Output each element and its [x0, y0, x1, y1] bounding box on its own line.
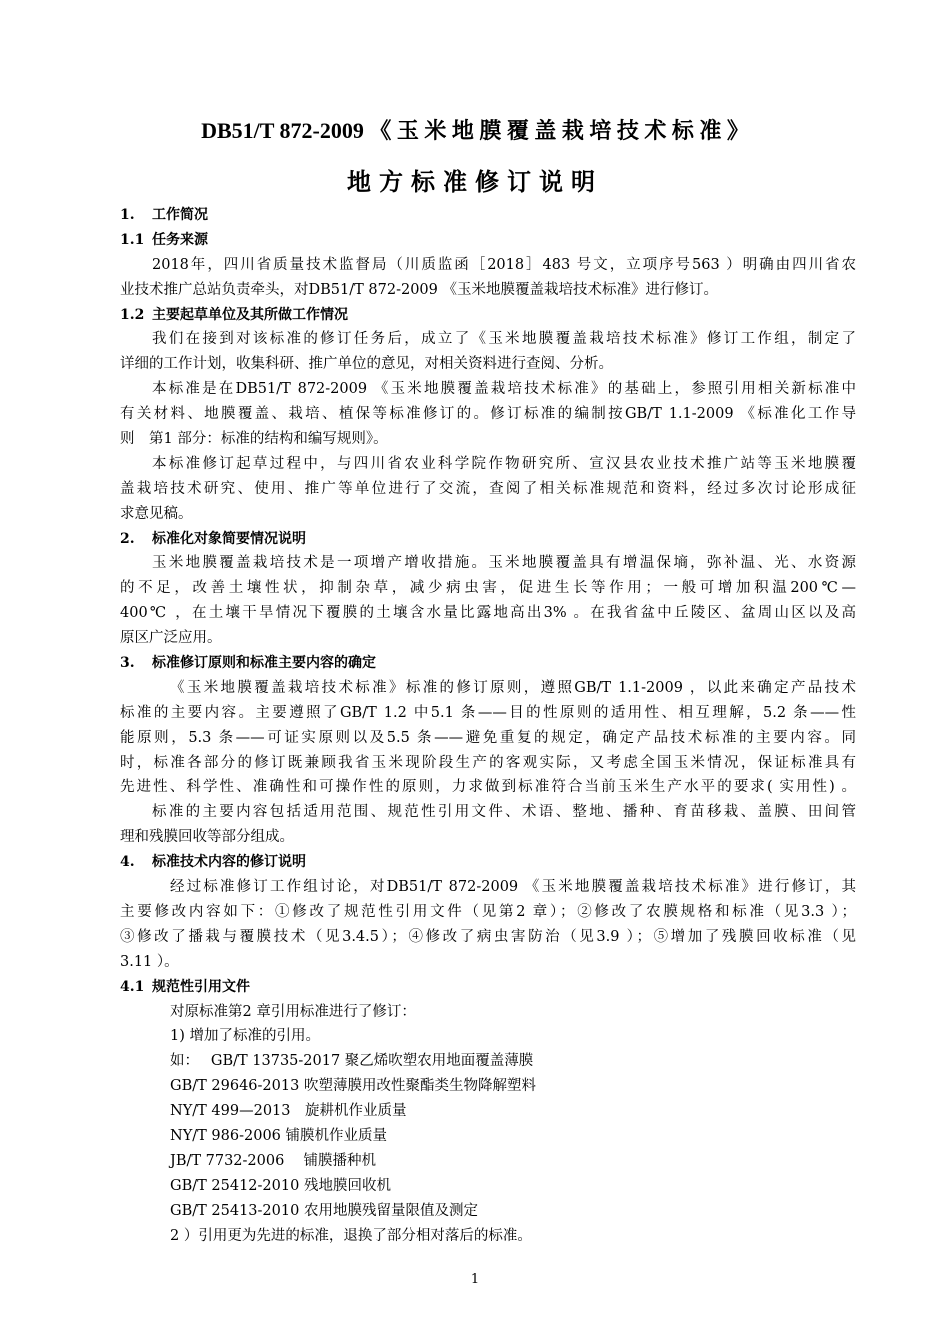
text-line: 2 ）引用更为先进的标准，退换了部分相对落后的标准。	[170, 1227, 532, 1244]
text-line: 原区广泛应用。	[120, 630, 222, 647]
text-line: 本标准修订起草过程中，与四川省农业科学院作物研究所、宣汉县农业技术推广站等玉米地膜覆	[152, 455, 856, 472]
text-line: 详细的工作计划，收集科研、推广单位的意见，对相关资料进行查阅、分析。	[120, 356, 613, 373]
document-subtitle: 地方标准修订说明	[347, 167, 603, 196]
page-number: 1	[470, 1272, 480, 1287]
text-line: 盖栽培技术研究、使用、推广等单位进行了交流，查阅了相关标准规范和资料，经过多次讨论形成征	[120, 480, 856, 497]
section-heading-text: 规范性引用文件	[152, 978, 250, 995]
section-heading	[120, 975, 856, 1000]
text-line: 如： GB/T 13735-2017 聚乙烯吹塑农用地面覆盖薄膜	[170, 1053, 534, 1070]
text-line: 《玉米地膜覆盖栽培技术标准》标准的修订原则，遵照GB/T 1.1-2009 ，以此来确定产品技术	[170, 679, 856, 696]
text-line: 玉米地膜覆盖栽培技术是一项增产增收措施。玉米地膜覆盖具有增温保墒，弥补温、光、水资源	[152, 555, 856, 572]
text-line: 本标准是在DB51/T 872-2009 《玉米地膜覆盖栽培技术标准》的基础上，参照引用相关新标准中	[152, 381, 856, 398]
section-number: 3.	[120, 655, 135, 672]
section-heading-text: 标准化对象简要情况说明	[152, 530, 306, 547]
section-heading	[120, 228, 856, 253]
text-line: 主要修改内容如下：①修改了规范性引用文件（见第2 章）；②修改了农膜规格和标准（见3.3 ）；	[120, 903, 856, 920]
section-number: 1.2	[120, 306, 145, 323]
text-line: 先进性、科学性、准确性和可操作性的原则，力求做到标准符合当前玉米生产水平的要求( 实用性) 。	[120, 779, 856, 796]
text-line: 时，标准各部分的修订既兼顾我省玉米现阶段生产的客观实际，又考虑全国玉米情况，保证标准具有	[120, 754, 856, 771]
text-line: 经过标准修订工作组讨论，对DB51/T 872-2009 《玉米地膜覆盖栽培技术标准》进行修订，其	[170, 879, 856, 896]
section-number: 4.1	[120, 978, 145, 995]
text-line: GB/T 25412-2010 残地膜回收机	[170, 1177, 391, 1194]
text-line: NY/T 986-2006 铺膜机作业质量	[170, 1127, 388, 1144]
section-heading	[120, 651, 856, 676]
text-line: 的不足，改善土壤性状，抑制杂草，减少病虫害，促进生长等作用；一般可增加积温200℃—	[120, 580, 856, 597]
text-line: 求意见稿。	[120, 505, 193, 522]
text-line: 对原标准第2 章引用标准进行了修订：	[170, 1003, 416, 1020]
text-line: 能原则，5.3 条——可证实原则以及5.5 条——避免重复的规定，确定产品技术标准的主要内容。同	[120, 729, 856, 746]
text-line: 理和残膜回收等部分组成。	[120, 829, 294, 846]
text-line: 2018年，四川省质量技术监督局（川质监函［2018］483 号文，立项序号563 ）明确由四川省农	[152, 256, 856, 273]
section-heading-text: 标准修订原则和标准主要内容的确定	[152, 655, 376, 672]
text-line: NY/T 499—2013 旋耕机作业质量	[170, 1103, 407, 1120]
section-heading	[120, 203, 856, 228]
section-heading	[120, 303, 856, 328]
text-line: 标准的主要内容包括适用范围、规范性引用文件、术语、整地、播种、育苗移栽、盖膜、田间管	[152, 804, 856, 821]
text-line: 400℃ ，在土壤干旱情况下覆膜的土壤含水量比露地高出3% 。在我省盆中丘陵区、盆周山区以及高	[120, 605, 856, 622]
text-line: 1) 增加了标准的引用。	[170, 1028, 320, 1045]
section-heading	[120, 527, 856, 552]
section-heading	[120, 850, 856, 875]
text-line: ③修改了播栽与覆膜技术（见3.4.5）；④修改了病虫害防治（见3.9 ）；⑤增加了残膜回收标准（见	[120, 928, 856, 945]
section-number: 4.	[120, 854, 135, 871]
section-heading-text: 主要起草单位及其所做工作情况	[152, 306, 348, 323]
text-line: 3.11 ）。	[120, 953, 179, 970]
document-body	[120, 203, 856, 1248]
text-line: JB/T 7732-2006 铺膜播种机	[170, 1152, 376, 1169]
document-title: DB51/T 872-2009 《 玉 米 地 膜 覆 盖 栽 培 技 术 标 准 》	[201, 118, 749, 143]
text-line: 我们在接到对该标准的修订任务后，成立了《玉米地膜覆盖栽培技术标准》修订工作组，制定了	[152, 331, 856, 348]
text-line: GB/T 29646-2013 吹塑薄膜用改性聚酯类生物降解塑料	[170, 1078, 536, 1095]
section-number: 1.	[120, 207, 135, 223]
text-line: 有关材料、地膜覆盖、栽培、植保等标准修订的。修订标准的编制按GB/T 1.1-2009 《标准化工作导	[120, 406, 856, 423]
text-line: 标准的主要内容。主要遵照了GB/T 1.2 中5.1 条——目的性原则的适用性、相互理解，5.2 条——性	[120, 704, 856, 721]
section-number: 2.	[120, 530, 135, 547]
section-heading-text: 任务来源	[152, 231, 208, 248]
text-line: 业技术推广总站负责牵头，对DB51/T 872-2009 《玉米地膜覆盖栽培技术标准》进行修订。	[120, 281, 718, 298]
section-number: 1.1	[120, 231, 145, 248]
section-heading-text: 标准技术内容的修订说明	[152, 854, 306, 871]
text-line: 则 第1 部分：标准的结构和编写规则》。	[120, 431, 388, 448]
text-line: GB/T 25413-2010 农用地膜残留量限值及测定	[170, 1202, 478, 1219]
section-heading-text: 工作简况	[152, 207, 208, 223]
